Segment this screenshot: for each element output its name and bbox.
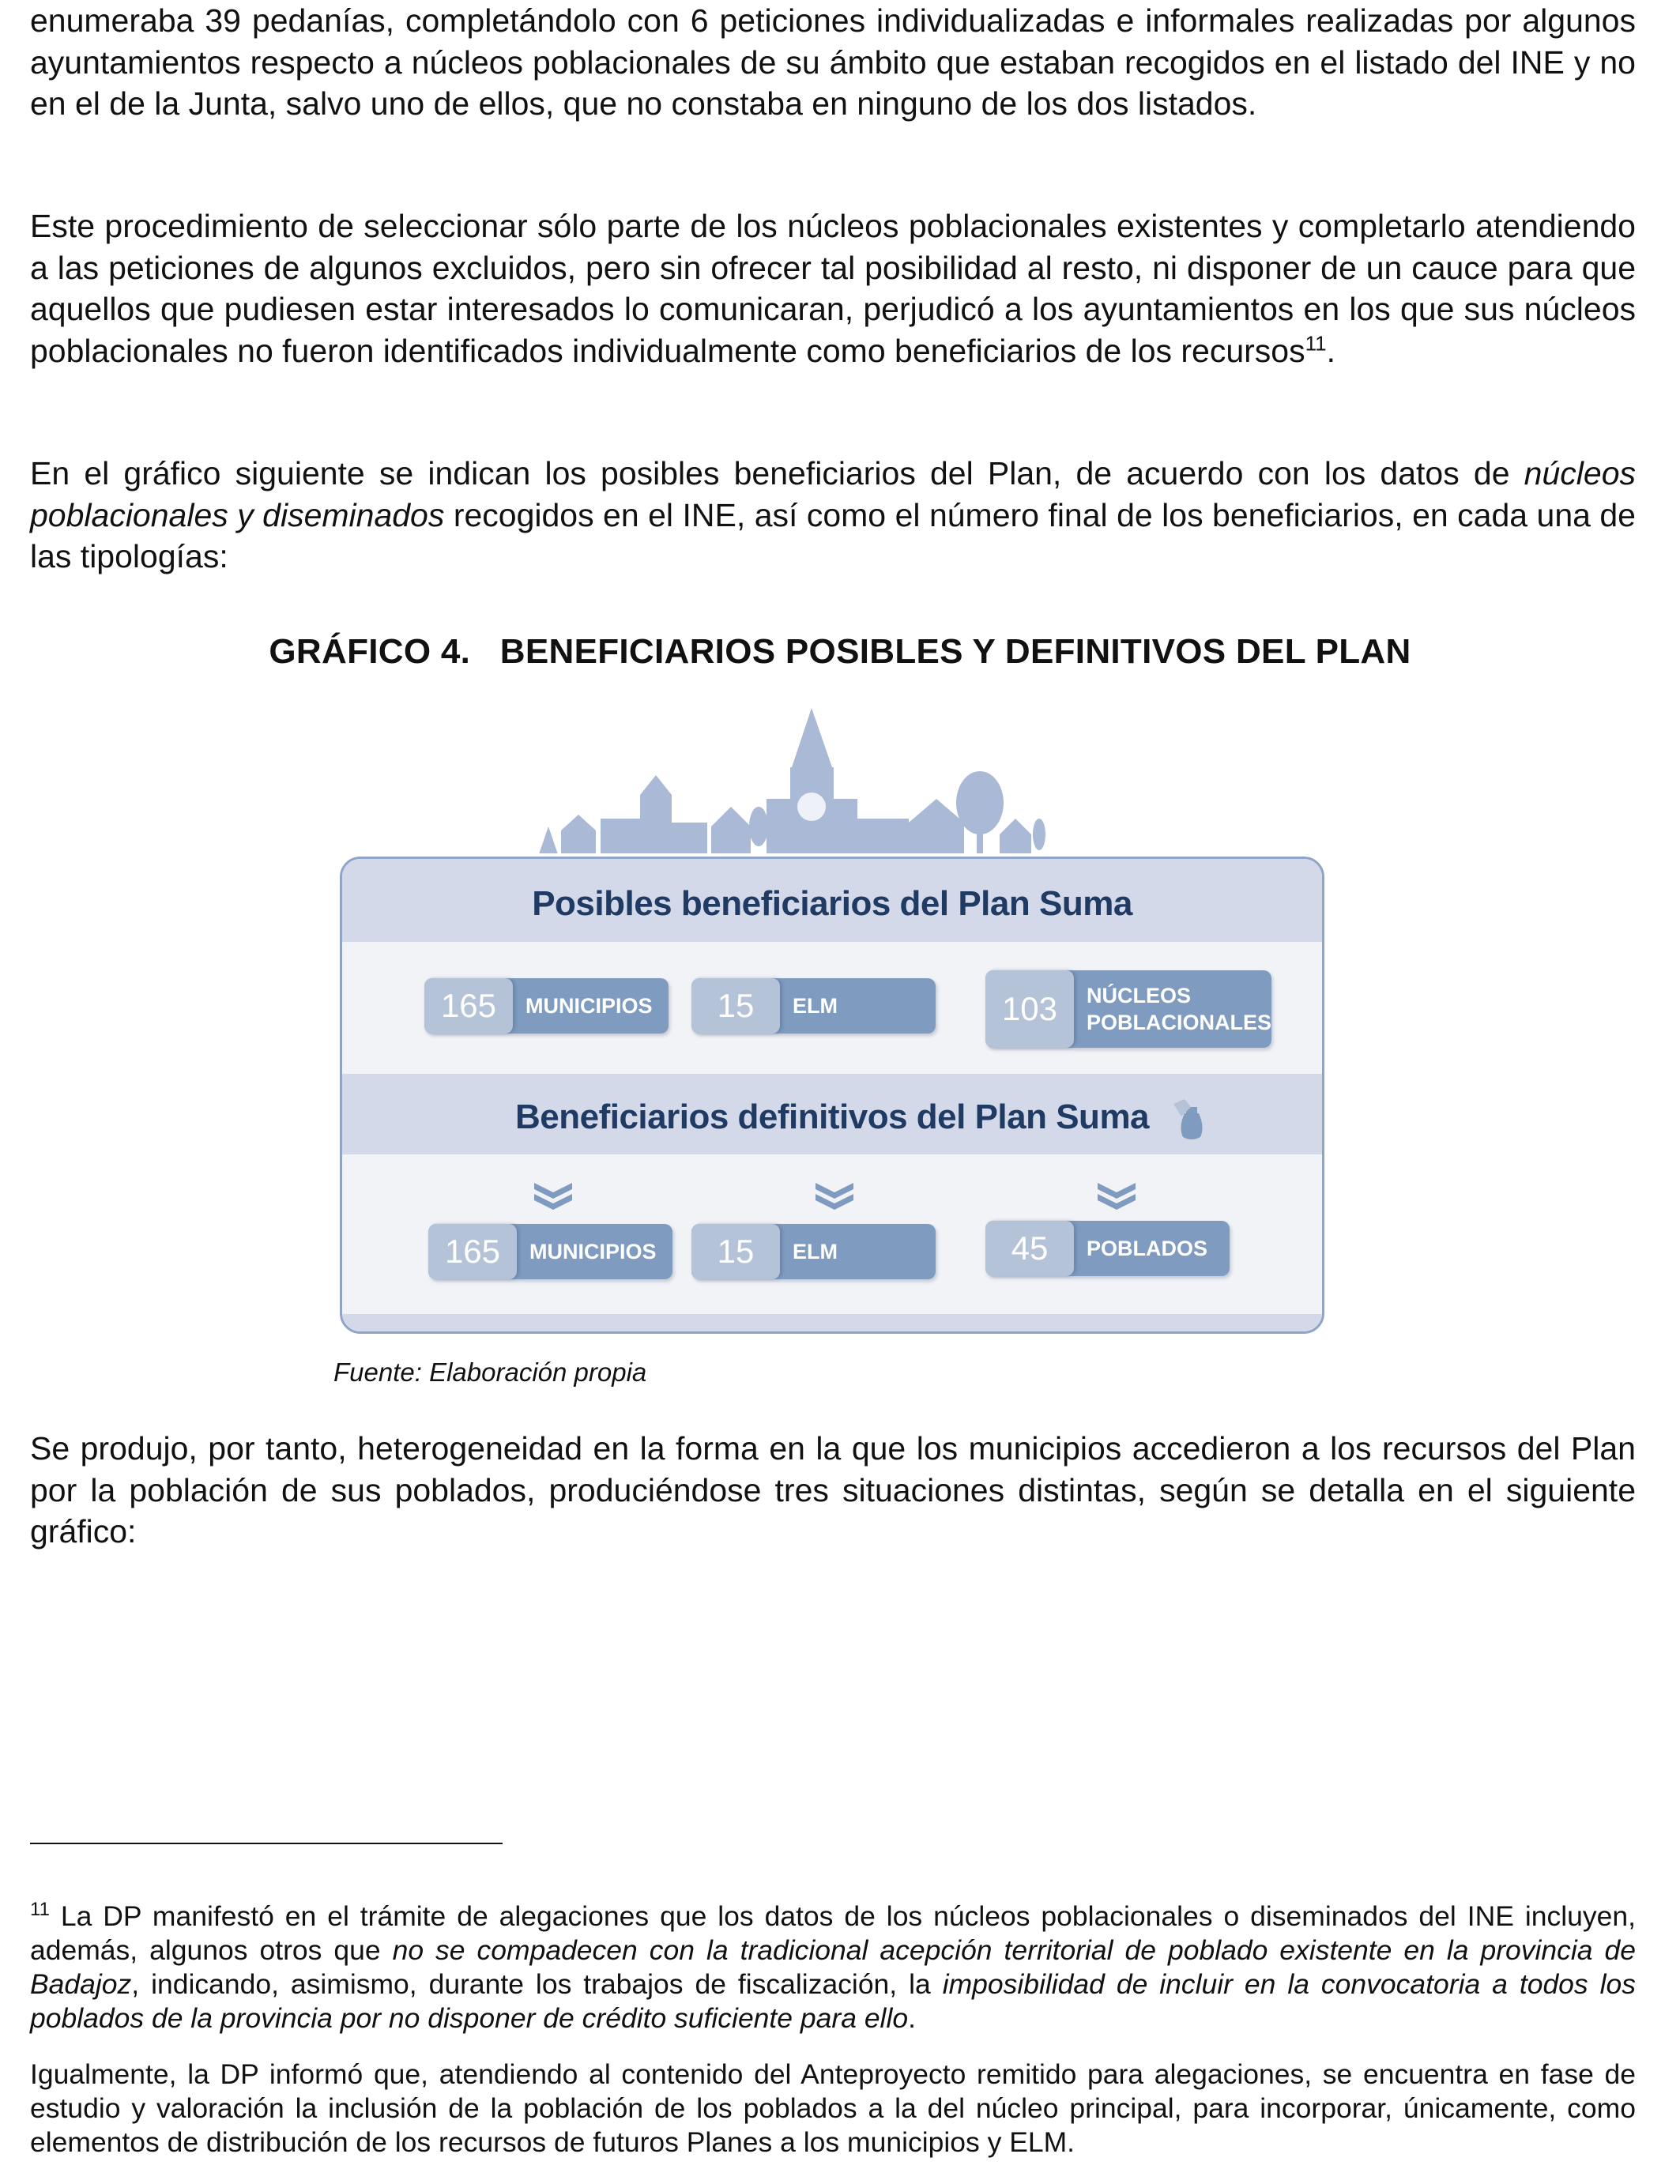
- footnote-ref-11[interactable]: 11: [1305, 330, 1327, 355]
- value: 15: [691, 1224, 780, 1279]
- double-chevron-down-icon: [1094, 1180, 1139, 1211]
- value: 15: [691, 978, 780, 1034]
- possible-municipios: [424, 978, 669, 1034]
- paragraph-3-emphasis: núcleos poblacionales y diseminados: [30, 455, 1636, 533]
- possible-beneficiaries-title: Posibles beneficiarios del Plan Suma: [532, 884, 1132, 923]
- label: NÚCLEOS POBLACIONALES: [1087, 984, 1272, 1034]
- source-label: Fuente: [333, 1357, 415, 1387]
- footnote-mark: 11: [30, 1899, 50, 1921]
- paragraph-3: [30, 453, 1636, 578]
- paragraph-4: Se produjo, por tanto, heterogeneidad en la forma en la que los municipios accedieron a los recursos del Plan por la población de sus poblados, produciéndose tres situaciones distintas, según se detalla en el siguiente gráfico:: [30, 1430, 1636, 1550]
- paragraph-3-a: En el gráfico siguiente se indican los posibles beneficiarios del Plan, de acuerdo con los datos de: [30, 455, 1524, 491]
- village-skyline-illustration: [529, 708, 1122, 858]
- final-poblados: [985, 1221, 1230, 1276]
- money-bag-hand-icon: [1173, 1096, 1210, 1142]
- label: MUNICIPIOS: [525, 994, 653, 1018]
- value: 165: [424, 978, 513, 1034]
- value: 103: [985, 970, 1074, 1048]
- footnote-quote: imposibilidad de incluir en la convocatoria a todos los poblados de la provincia por no disponer de crédito suficiente para ello: [30, 1968, 1636, 2034]
- label: ELM: [793, 1240, 838, 1263]
- figure-source: [333, 1357, 646, 1388]
- beneficiaries-infographic: [340, 857, 1324, 1334]
- label: POBLADOS: [1087, 1237, 1208, 1260]
- double-chevron-down-icon: [812, 1180, 857, 1211]
- bottom-band: [342, 1314, 1322, 1334]
- footnote-separator: [30, 1843, 503, 1844]
- footnote-text: La DP manifestó en el trámite de alegaciones que los datos de los núcleos poblacionales o diseminados del INE incluyen, además, algunos otros que: [30, 1900, 1636, 1966]
- double-chevron-down-icon: [531, 1180, 575, 1211]
- label: ELM: [793, 994, 838, 1018]
- paragraph-2-end: .: [1326, 332, 1336, 369]
- source-text: : Elaboración propia: [414, 1357, 647, 1387]
- paragraph-2-text: Este procedimiento de seleccionar sólo parte de los núcleos poblacionales existentes y completarlo atendiendo a las peticiones de algunos excluidos, pero sin ofrecer tal posibilidad al resto, ni disponer de un cauce para que aquellos que pudiesen estar interesados lo comunicaran, perjudicó a los ayuntamientos en los que sus núcleos poblacionales no fueron identificados individualmente como beneficiarios de los recursos: [30, 208, 1636, 369]
- footnote-text: , indicando, asimismo, durante los trabajos de fiscalización, la: [131, 1968, 943, 2000]
- footnote-11-paragraph-2: Igualmente, la DP informó que, atendiendo al contenido del Anteproyecto remitido para alegaciones, se encuentra en fase de estudio y valoración la inclusión de la población de los poblados a la del núcleo principal, para incorporar, únicamente, como elementos de distribución de los recursos de futuros Planes a los municipios y ELM.: [30, 2058, 1636, 2158]
- paragraph-2: [30, 205, 1636, 371]
- value: 165: [428, 1224, 517, 1279]
- label: MUNICIPIOS: [529, 1240, 657, 1263]
- possible-nucleos: [985, 970, 1271, 1048]
- final-elm: [691, 1224, 936, 1279]
- final-beneficiaries-title: Beneficiarios definitivos del Plan Suma: [514, 1098, 1150, 1136]
- value: 45: [985, 1221, 1074, 1276]
- footnote-11: [30, 1900, 1636, 2035]
- paragraph-1: enumeraba 39 pedanías, completándolo con 6 peticiones individualizadas e informales realizadas por algunos ayuntamientos respecto a núcleos poblacionales de su ámbito que estaban recogidos en el listado del INE y no en el de la Junta, salvo uno de ellos, que no constaba en ninguno de los dos listados.: [30, 2, 1636, 122]
- possible-elm: [691, 978, 936, 1034]
- final-municipios: [428, 1224, 672, 1279]
- paragraph-3-b: recogidos en el INE, así como el número final de los beneficiarios, en cada una de las tipologías:: [30, 496, 1636, 574]
- footnote-text: .: [908, 2002, 916, 2034]
- figure-title: GRÁFICO 4. BENEFICIARIOS POSIBLES Y DEFINITIVOS DEL PLAN: [269, 632, 1411, 671]
- footnote-quote: no se compadecen con la tradicional acepción territorial de poblado existente en la provincia de Badajoz: [30, 1934, 1636, 2000]
